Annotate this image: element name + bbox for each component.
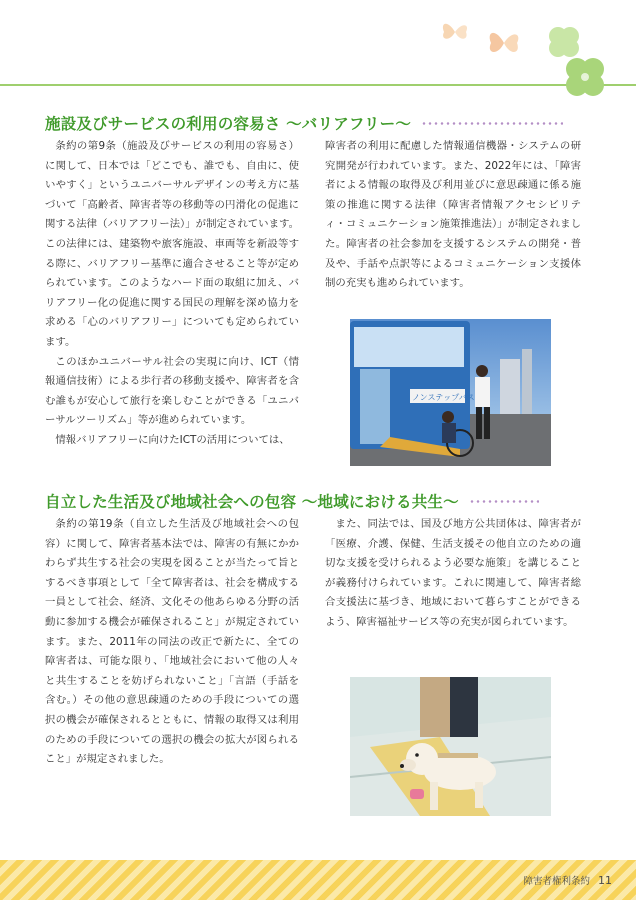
paragraph: 条約の第9条（施設及びサービスの利用の容易さ）に関して、日本では「どこでも、誰でも、自由に、使いやすく」というユニバーサルデザインの考え方に基づいて「高齢者、障害者等の移動等の円滑化の促進に関する法律（バリアフリー法）」が制定されています。この法律には、建築物や旅客施設、車両等を新設等する際に、バリアフリー基準に適合させること等が定められています。このようなハード面の取組に加え、バリアフリー化の促進に関する国民の理解を深め協力を求める「心のバリアフリー」についても定められています。 <box>45 140 299 348</box>
section2-title: 自立した生活及び地域社会への包容 ～地域における共生～ <box>45 493 459 511</box>
section1-title: 施設及びサービスの利用の容易さ ～バリアフリー～ <box>45 115 412 133</box>
footer-label: 障害者権利条約 <box>523 876 590 887</box>
paragraph: また、同法では、国及び地方公共団体は、障害者が「医療、介護、保健、生活支援その他自立のための適切な支援を受けられるよう必要な施策」を講じることが義務付けられています。これに関連して、障害者総合支援法に基づき、地域において暮らすことができるよう、障害福祉サービス等の充実が図られています。 <box>325 518 581 628</box>
butterfly-icon <box>440 18 470 46</box>
paragraph: このほかユニバーサル社会の実現に向け、ICT（情報通信技術）による歩行者の移動支援や、障害者を含む誰もが安心して旅行を楽しむことができる「ユニバーサルツーリズム」等が進められています。 <box>45 355 299 427</box>
heading-dots <box>421 122 563 125</box>
paragraph: 条約の第19条（自立した生活及び地域社会への包容）に関して、障害者基本法では、障害の有無にかかわらず共生する社会の実現を図ることが当たって旨とするべき事項として「全て障害者は、社会を構成する一員として社会、経済、文化その他あらゆる分野の活動に参加する機会が確保されること」が規定されています。また、2011年の同法の改正で新たに、全ての障害者は、可能な限り、「地域社会において他の人々と共生することを妨げられないこと」「言語（手話を含む。）その他の意思疎通のための手段についての選択の機会が確保されるとともに、情報の取得又は利用のための手段についての選択の機会の拡大が図られること」が規定されました。 <box>45 518 299 766</box>
page-number: 11 <box>598 874 612 887</box>
photo-bus-wheelchair <box>350 319 551 466</box>
section1-heading <box>45 112 563 134</box>
heading-dots <box>469 500 539 503</box>
paragraph: 障害者の利用に配慮した情報通信機器・システムの研究開発が行われています。また、2022年には、「障害者による情報の取得及び利用並びに意思疎通に係る施策の推進に関する法律（障害者情報アクセシビリティ・コミュニケーション施策推進法）」が制定されました。障害者の社会参加を支援するシステムの開発・普及や、手話や点訳等によるコミュニケーション支援体制の充実も進められています。 <box>325 140 581 290</box>
section2-heading <box>45 490 539 512</box>
section2-left-column <box>45 515 299 770</box>
section1-right-column <box>325 137 581 294</box>
bus-sign-text: ノンステップバス <box>412 393 475 402</box>
section1-left-column <box>45 137 299 451</box>
footer <box>523 873 612 887</box>
paragraph: 情報バリアフリーに向けたICTの活用については、 <box>55 433 290 446</box>
butterfly-icon <box>486 26 522 60</box>
clover-icon <box>560 52 610 102</box>
section2-right-column <box>325 515 581 633</box>
header-rule <box>0 84 636 86</box>
photo-guide-dog <box>350 677 551 816</box>
